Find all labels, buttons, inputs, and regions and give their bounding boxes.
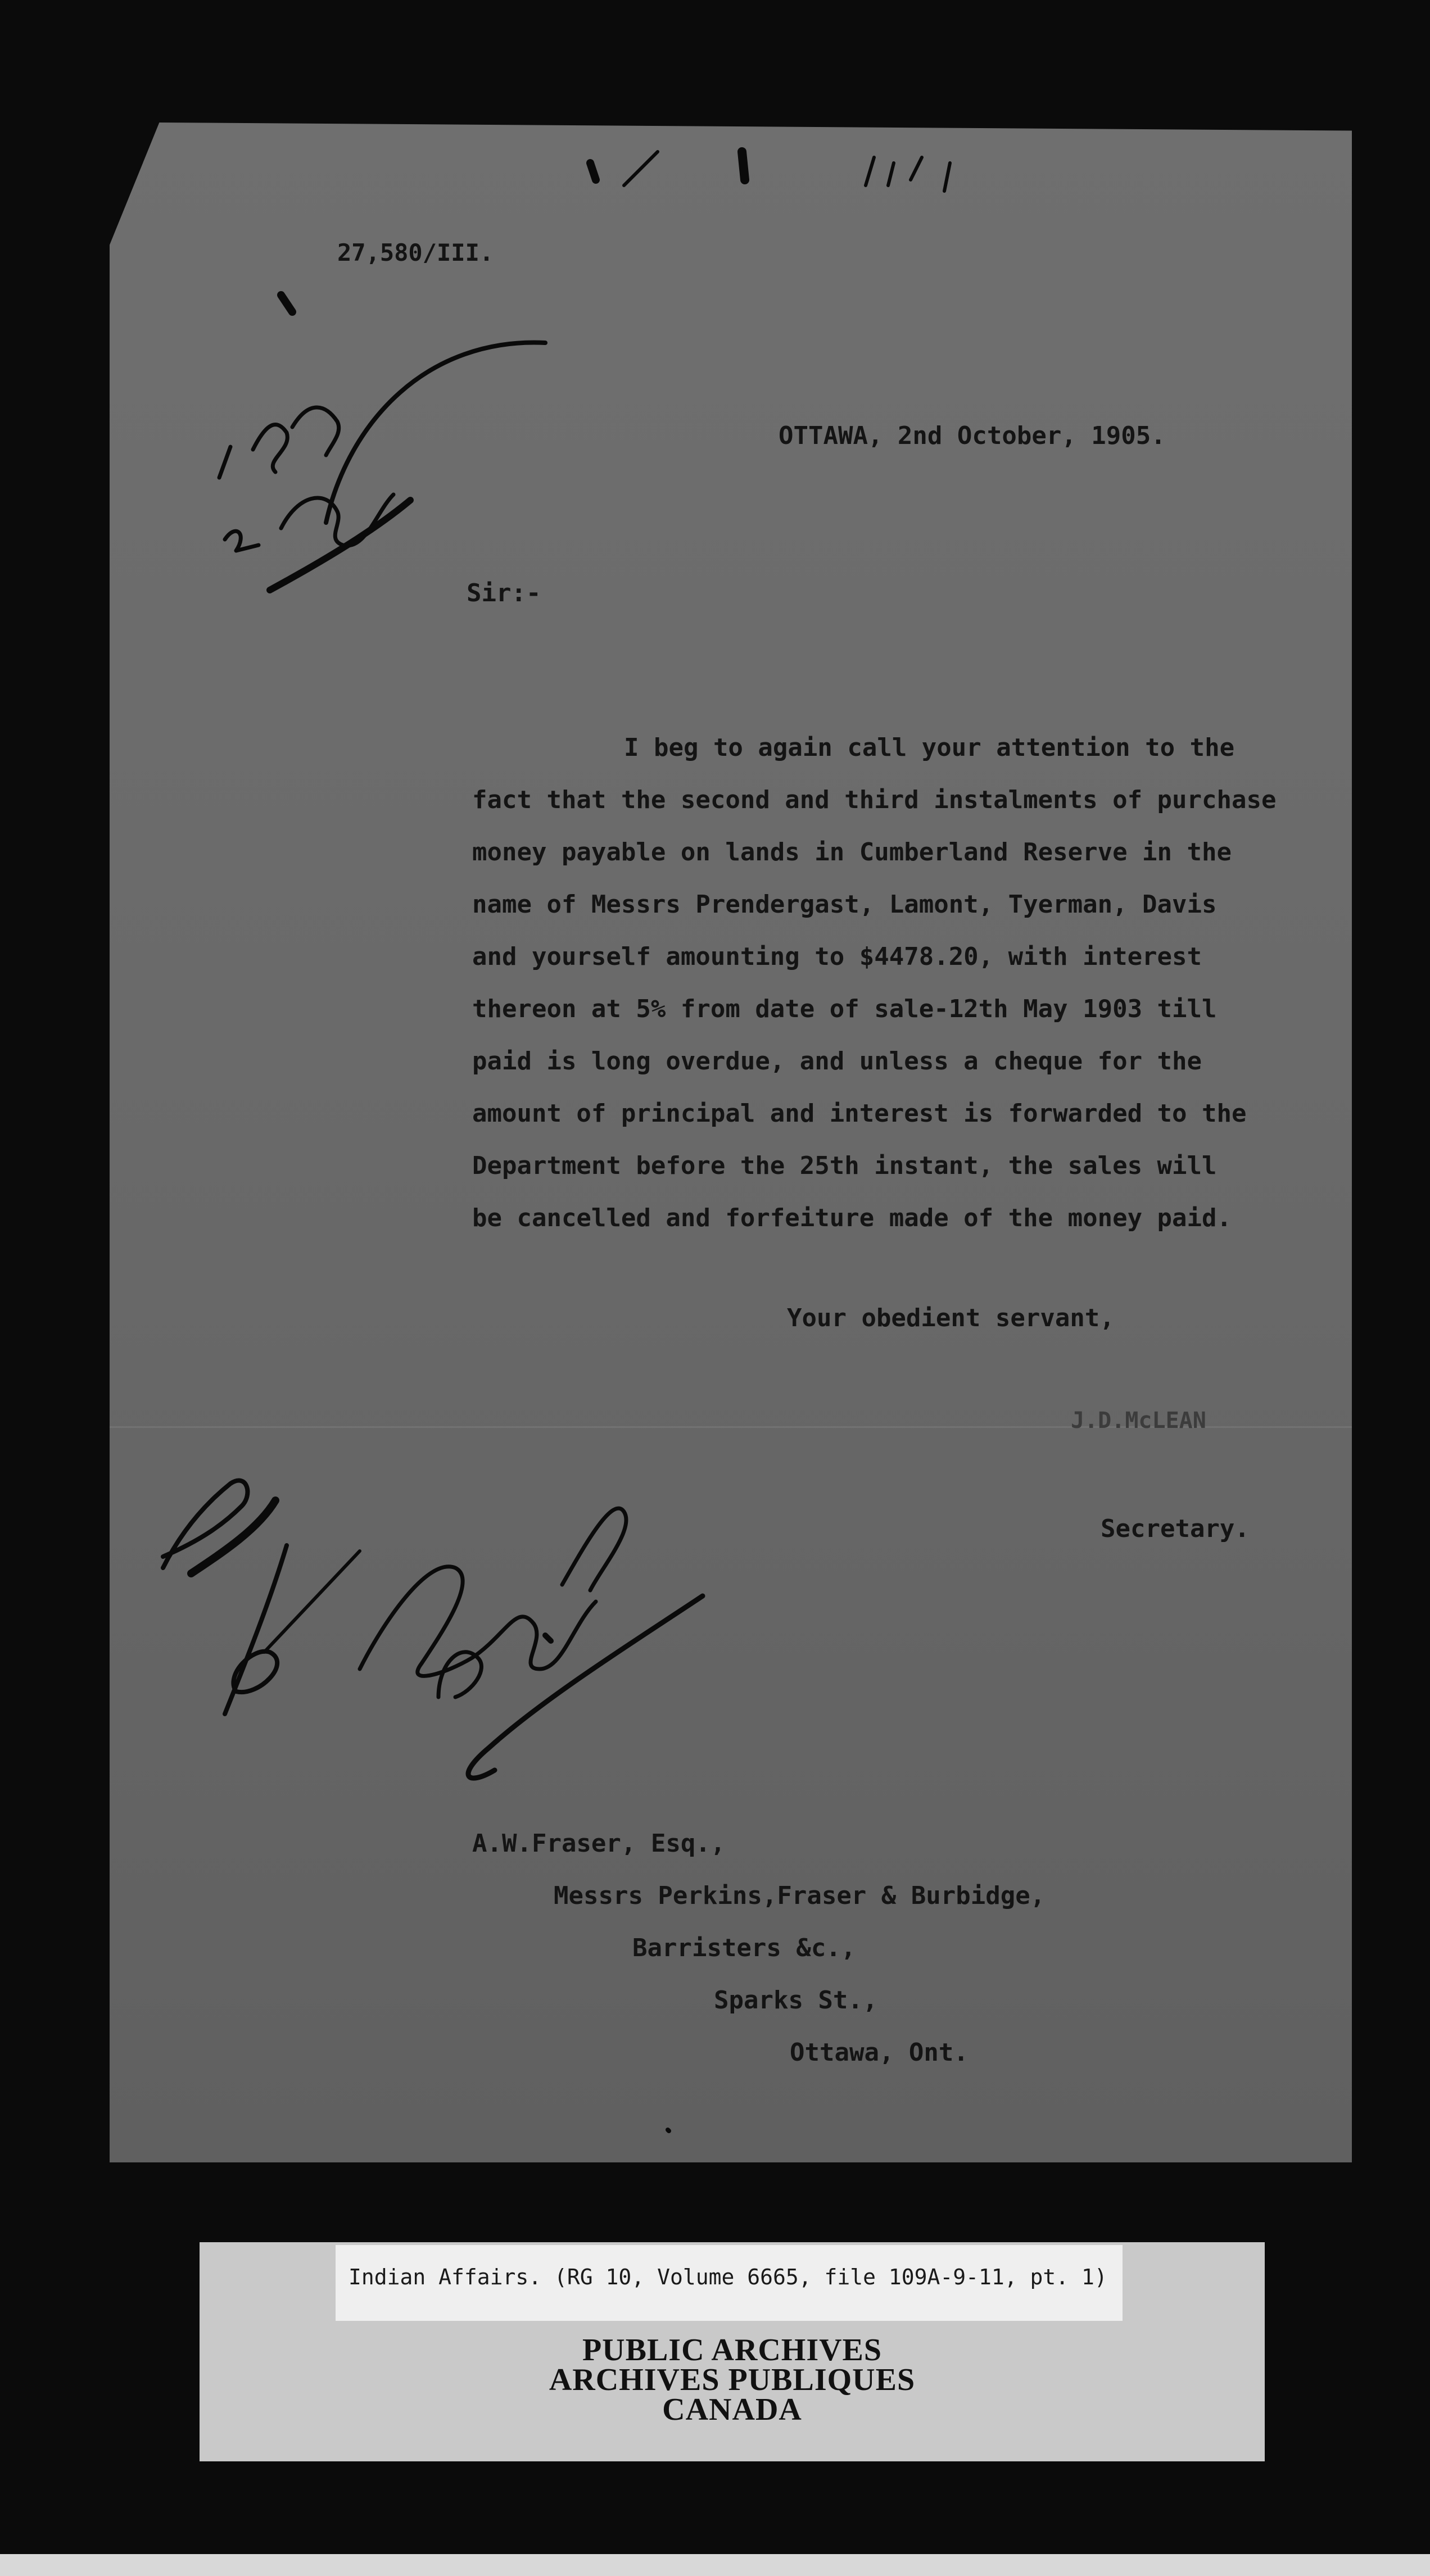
archive-line-2: ARCHIVES PUBLIQUES [549,2362,916,2397]
ink-mark [468,1596,703,1778]
ink-mark [253,425,287,472]
address-line: Sparks St., [714,1986,878,2015]
ink-mark [281,495,393,546]
body-line: and yourself amounting to $4478.20, with interest [472,942,1202,971]
salutation: Sir:- [467,579,541,607]
ink-mark [163,1481,247,1568]
body-line: be cancelled and forfeiture made of the money paid. [472,1204,1232,1232]
ink-mark [281,295,292,312]
body-line: money payable on lands in Cumberland Reserve in the [472,838,1232,867]
ink-mark [326,343,545,523]
address-line: Barristers &c., [632,1934,856,1962]
ink-mark [225,531,259,551]
address-line: Messrs Perkins,Fraser & Burbidge, [554,1881,1046,1910]
archive-line-1: PUBLIC ARCHIVES [582,2333,883,2368]
ink-mark [866,157,950,191]
ink-mark [438,1652,481,1697]
archive-reference: Indian Affairs. (RG 10, Volume 6665, file 109A-9-11, pt. 1) [349,2265,1107,2289]
ink-mark [562,1508,626,1590]
body-line: paid is long overdue, and unless a cheque for the [472,1047,1202,1076]
ink-mark [590,163,596,180]
signature-stamp: J.D.McLEAN [1071,1408,1206,1434]
body-line: amount of principal and interest is forwarded to the [472,1099,1247,1128]
place-date: OTTAWA, 2nd October, 1905. [779,421,1166,450]
ink-mark [668,2130,669,2131]
address-line: Ottawa, Ont. [790,2038,969,2067]
ink-mark [292,407,339,455]
body-line: thereon at 5% from date of sale-12th May 1903 till [472,995,1217,1023]
archive-line-3: CANADA [662,2392,802,2427]
ink-mark [219,447,230,478]
signature-title: Secretary. [1101,1514,1250,1543]
ink-mark [742,152,745,180]
scan-border [0,2554,1430,2576]
body-line: name of Messrs Prendergast, Lamont, Tyerman, Davis [472,890,1217,919]
body-line: Department before the 25th instant, the sales will [472,1151,1217,1180]
body-line: I beg to again call your attention to the [624,733,1235,762]
ink-mark [624,152,658,185]
body-line: fact that the second and third instalments of purchase [472,786,1277,814]
file-number: 27,580/III. [337,239,494,266]
closing: Your obedient servant, [787,1304,1115,1332]
address-line: A.W.Fraser, Esq., [472,1829,726,1858]
ink-mark [545,1635,551,1641]
